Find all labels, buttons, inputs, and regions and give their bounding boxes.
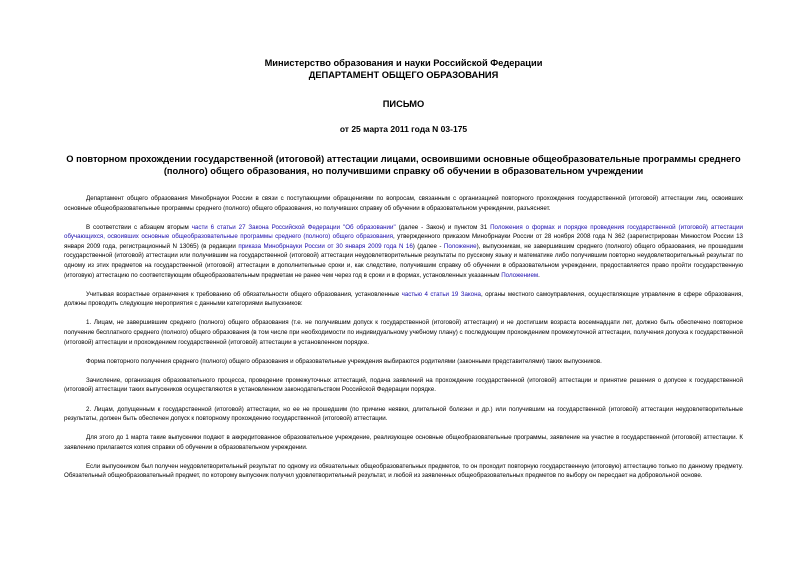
- paragraph-1: Департамент общего образования Минобрнауки России в связи с поступающими обращениями по вопросам, связанным с организацией повторного прохождения государственной (итоговой) аттестации лиц, освоивших основные общеобразовательные программы среднего (полного) общего образования, но получивших справку об обучении в образовательном учреждении, разъясняет.: [64, 195, 743, 212]
- order-link[interactable]: приказа Минобрнауки России от 30 января 2009 года N 16: [238, 242, 413, 250]
- paragraph-8: Для этого до 1 марта такие выпускники подают в аккредитованное образовательное учреждение, реализующее основные общеобразовательные программы, заявление на участие в государственной (итоговой) аттестации. К заявлению прилагается копия справки об обучении в образовательном учреждении.: [64, 434, 743, 451]
- document-body: [64, 194, 743, 491]
- law-part-link[interactable]: частью 4 статьи 19 Закона: [401, 290, 481, 298]
- regulation-short-link-2[interactable]: Положением: [501, 271, 539, 279]
- paragraph-5: Форма повторного получения среднего (полного) общего образования и образовательные учреждения выбираются родителями (законными представителями) таких выпускников.: [86, 357, 602, 365]
- document-date: от 25 марта 2011 года N 03-175: [339, 124, 468, 134]
- issuer-block: [0, 57, 807, 81]
- paragraph-6: Зачисление, организация образовательного процесса, проведение промежуточных аттестаций, подача заявлений на прохождение государственной (итоговой) аттестации и принятие решения о допуске к государственной (итоговой) аттестации таких выпускников осуществляются в установленном законодательством Российской Федерации порядке.: [64, 376, 743, 394]
- law-article-link[interactable]: части 6 статьи 27 Закона Российской Федерации "Об образовании": [191, 223, 396, 231]
- paragraph-4: 1. Лицам, не завершившим среднего (полного) общего образования (т.е. не получившим допуск к государственной (итоговой) аттестации) и не достигшим возраста восемнадцати лет, должно быть обеспечено повторное получение бесплатного среднего (полного) общего образования (в том числе при необходимости по индивидуальному учебному плану) с последующим прохождением промежуточной аттестации, получения допуска к государственной (итоговой) аттестации и прохождением государственной (итоговой) аттестации в установленном порядке.: [64, 319, 743, 346]
- paragraph-2: В соответствии с абзацем вторым части 6 статьи 27 Закона Российской Федерации "Об образовании" (далее - Закон) и пунктом 31 Положения о формах и порядке проведения государственной (итоговой) аттестации обучающихся, освоивших основные общеобразовательные программы среднего (полного) общего образования, утвержденного приказом Минобрнауки России от 28 ноября 2008 года N 362 (зарегистрирован Минюстом России 13 января 2009 года, регистрационный N 13065) (в редакции приказа Минобрнауки России от 30 января 2009 года N 16) (далее - Положение), выпускникам, не завершившим среднего (полного) общего образования, не прошедшим государственной (итоговой) аттестации или получившим на государственной (итоговой) аттестации неудовлетворительные результаты по русскому языку и математике либо получившим повторно неудовлетворительный результат по одному из этих предметов на государственной (итоговой) аттестации в дополнительные сроки и, как следствие, получившим справку об обучении в образовательном учреждении, предоставляется право пройти государственную (итоговую) аттестацию по соответствующим общеобразовательным предметам не ранее чем через год в сроки и в формах, установленных указанным Положением.: [64, 223, 743, 279]
- regulation-short-link[interactable]: Положение: [443, 242, 477, 250]
- document-title: О повторном прохождении государственной (итоговой) аттестации лицами, освоившими основные общеобразовательные программы среднего (полного) общего образования, но получившими справку об обучении в образовательном учреждении: [66, 154, 741, 176]
- paragraph-9: Если выпускником был получен неудовлетворительный результат по одному из обязательных общеобразовательных предметов, то он проходит повторную государственную (итоговую) аттестацию только по данному предмету. Обязательный общеобразовательный предмет, по которому выпускник получил удовлетворительный результат, и любой из заявленных общеобразовательных предметов по выбору он пересдает на добровольной основе.: [64, 462, 743, 480]
- document-type: ПИСЬМО: [382, 99, 425, 109]
- ministry-name: Министерство образования и науки Российской Федерации: [264, 58, 543, 68]
- paragraph-3: Учитывая возрастные ограничения к требованию об обязательности общего образования, установленные частью 4 статьи 19 Закона, органы местного самоуправления, осуществляющие управление в сфере образования, должны проводить следующие мероприятия с данными категориями выпускников:: [64, 290, 744, 308]
- regulation-link[interactable]: Положения о формах и порядке проведения государственной (итоговой) аттестации обучающихся, освоивших основные общеобразовательные программы среднего (полного) общего образования: [64, 223, 743, 241]
- department-name: ДЕПАРТАМЕНТ ОБЩЕГО ОБРАЗОВАНИЯ: [308, 70, 499, 80]
- paragraph-7: 2. Лицам, допущенным к государственной (итоговой) аттестации, но ее не прошедшим (по причине неявки, длительной болезни и др.) или получившим на государственной (итоговой) аттестации неудовлетворительные результаты, должен быть обеспечен допуск к повторному прохождению государственной (итоговой) аттестации.: [64, 405, 743, 423]
